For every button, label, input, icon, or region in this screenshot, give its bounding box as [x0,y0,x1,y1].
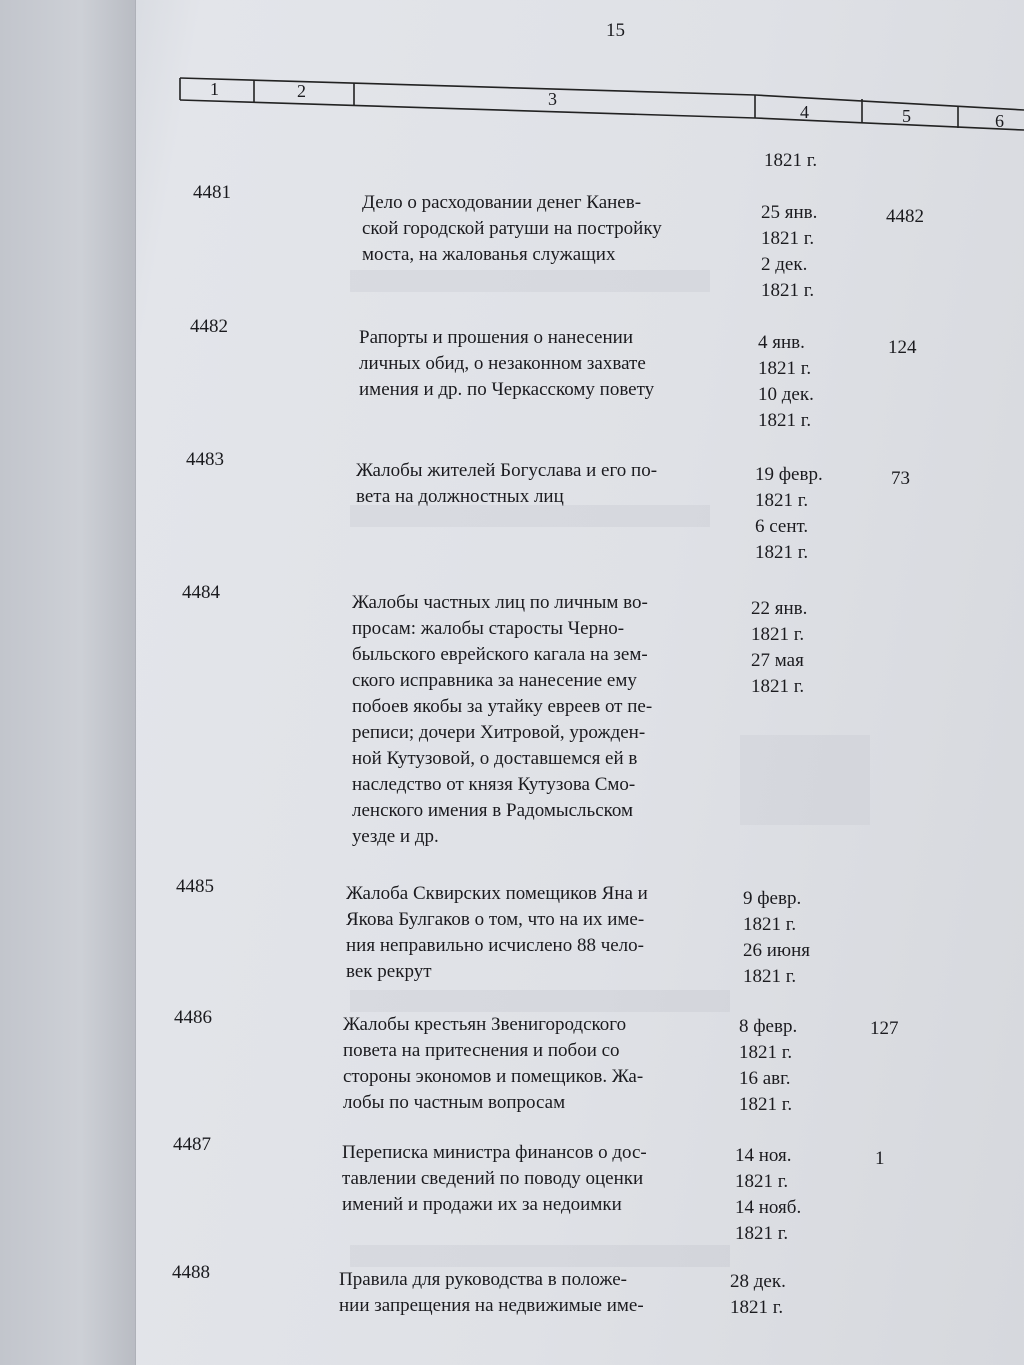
carryover-date: 1821 г. [764,150,818,171]
entry-dates: 28 дек. 1821 г. [730,1271,786,1318]
column-header-grid [180,78,1024,138]
column-header-1: 1 [210,79,219,99]
entry-sheet-count: 4482 [886,206,924,227]
bleed-through-shading [350,1245,730,1267]
entry-dates: 8 февр. 1821 г. 16 авг. 1821 г. [739,1016,798,1115]
column-header-row [180,78,1024,138]
bleed-through-shading [350,270,710,292]
entry-sheet-count: 124 [888,337,917,358]
entry-description: Жалобы крестьян Звенигородского повета на притеснения и побои со стороны экономов и помещиков. Жа- лобы по частным вопросам [343,1014,644,1113]
entry-number: 4483 [186,449,224,470]
entry-description: Дело о расходовании денег Канев- ской городской ратуши на постройку моста, на жалованья служащих [362,192,662,265]
column-header-5: 5 [902,106,911,126]
column-header-6: 6 [995,111,1004,131]
page-number: 15 [606,20,625,41]
entry-dates: 4 янв. 1821 г. 10 дек. 1821 г. [758,332,814,431]
entry-dates: 19 февр. 1821 г. 6 сент. 1821 г. [755,464,823,563]
entry-description: Жалобы жителей Богуслава и его по- вета на должностных лиц [356,460,658,507]
entry-number: 4482 [190,316,228,337]
entry-number: 4481 [193,182,231,203]
entry-number: 4486 [174,1007,212,1028]
entry-dates: 22 янв. 1821 г. 27 мая 1821 г. [751,598,808,697]
entry-number: 4488 [172,1262,210,1283]
book-gutter [0,0,136,1365]
entry-description: Рапорты и прошения о нанесении личных обид, о незаконном захвате имения и др. по Черкасскому повету [359,327,655,400]
entry-description: Правила для руководства в положе- нии запрещения на недвижимые име- [339,1269,644,1316]
entry-number: 4484 [182,582,220,603]
entry-sheet-count: 73 [891,468,910,489]
bleed-through-shading [740,735,870,825]
bleed-through-shading [350,990,730,1012]
entry-number: 4487 [173,1134,211,1155]
entry-number: 4485 [176,876,214,897]
entry-description: Жалоба Сквирских помещиков Яна и Якова Булгаков о том, что на их име- ния неправильно исчислено 88 чело- век рекрут [346,883,648,982]
entry-description: Жалобы частных лиц по личным во- просам: жалобы старосты Черно- быльского еврейского кагала на зем- ского исправника за нанесение ему побоев якобы за утайку евреев от пе- реписи; дочери Хитровой, урожден- ной Кутузовой, о доставшемся ей в наследство от князя Кутузова Смо- ленского имения в Радомысльском уезде и др. [352,592,653,847]
column-header-3: 3 [548,89,557,109]
entry-dates: 9 февр. 1821 г. 26 июня 1821 г. [743,888,811,987]
column-header-2: 2 [297,81,306,101]
entry-description: Переписка министра финансов о дос- тавлении сведений по поводу оценки имений и продажи их за недоимки [342,1142,647,1215]
entry-dates: 25 янв. 1821 г. 2 дек. 1821 г. [761,202,818,301]
entry-sheet-count: 1 [875,1148,885,1169]
entry-dates: 14 ноя. 1821 г. 14 нояб. 1821 г. [735,1145,802,1244]
column-header-4: 4 [800,102,809,122]
entry-sheet-count: 127 [870,1018,899,1039]
